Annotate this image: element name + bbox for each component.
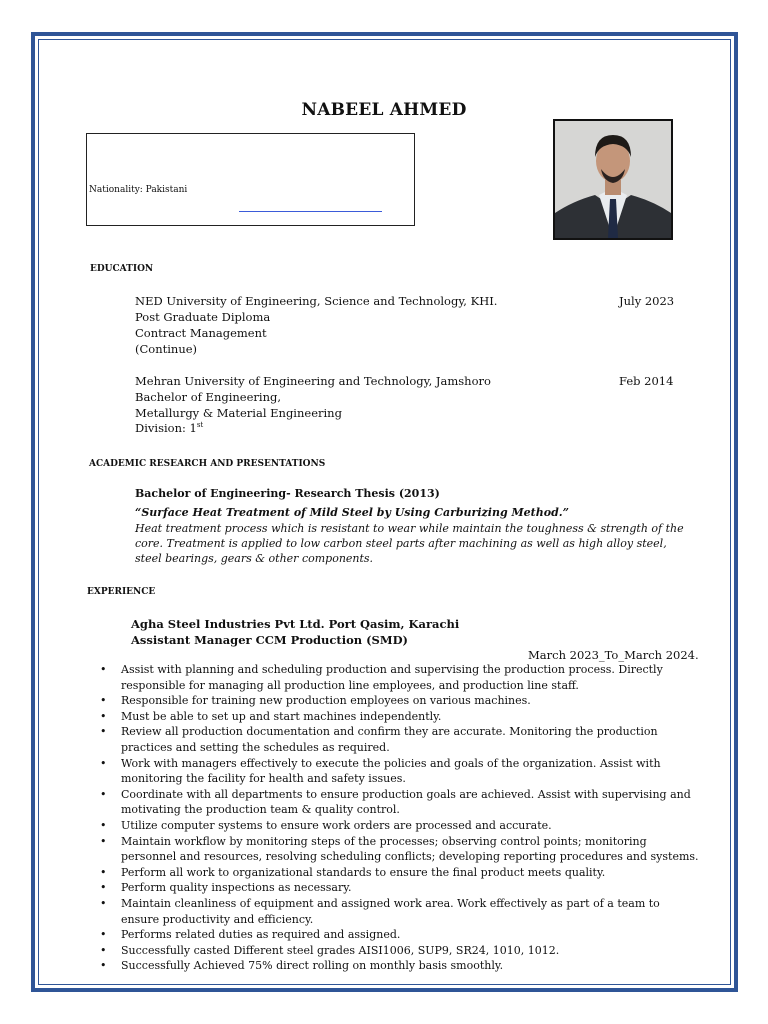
edu-2-field: Metallurgy & Material Engineering: [135, 406, 342, 420]
nationality: Nationality: Pakistani: [89, 185, 188, 195]
company-name: Agha Steel Industries Pvt Ltd. Port Qasim, Karachi: [131, 617, 460, 631]
duty-item: • Review all production documentation and confirm they are accurate. Monitoring the production practices and setting the schedules as required.: [100, 724, 700, 755]
edu-2-date: Feb 2014: [619, 374, 674, 388]
research-heading: ACADEMIC RESEARCH AND PRESENTATIONS: [89, 459, 326, 469]
duties-list: [100, 662, 700, 974]
edu-2-division: [135, 421, 203, 435]
thesis-title: “Surface Heat Treatment of Mild Steel by Using Carburizing Method.”: [135, 506, 569, 519]
duty-item: • Successfully Achieved 75% direct rolling on monthly basis smoothly.: [100, 958, 700, 974]
person-icon: [555, 121, 671, 238]
duty-item: • Performs related duties as required and assigned.: [100, 927, 700, 943]
job-role: Assistant Manager CCM Production (SMD): [131, 633, 408, 647]
duty-item: • Successfully casted Different steel grades AISI1006, SUP9, SR24, 1010, 1012.: [100, 943, 700, 959]
edu-1-date: July 2023: [619, 294, 675, 308]
education-heading: EDUCATION: [90, 264, 154, 274]
edu-1-status: (Continue): [135, 342, 198, 356]
division-superscript: st: [196, 421, 204, 430]
duty-item: • Perform all work to organizational standards to ensure the final product meets quality.: [100, 865, 700, 881]
contact-box: [86, 133, 415, 226]
duty-item: • Coordinate with all departments to ensure production goals are achieved. Assist with supervising and motivating the production team & quality control.: [100, 787, 700, 818]
duty-item: • Must be able to set up and start machines independently.: [100, 709, 700, 725]
duty-item: • Maintain workflow by monitoring steps of the processes; observing control points; monitoring personnel and resources, resolving scheduling conflicts; developing reporting procedures and systems.: [100, 834, 700, 865]
edu-2-degree: Bachelor of Engineering,: [135, 390, 282, 404]
profile-photo: [553, 119, 673, 240]
research-title: Bachelor of Engineering- Research Thesis (2013): [135, 487, 440, 500]
duty-item: • Perform quality inspections as necessary.: [100, 880, 700, 896]
duty-item: • Maintain cleanliness of equipment and assigned work area. Work effectively as part of a team to ensure productivity and efficiency.: [100, 896, 700, 927]
edu-2-institution: Mehran University of Engineering and Technology, Jamshoro: [135, 374, 491, 388]
candidate-name: NABEEL AHMED: [301, 100, 467, 120]
edu-1-degree: Post Graduate Diploma: [135, 310, 271, 324]
edu-1-institution: NED University of Engineering, Science and Technology, KHI.: [135, 294, 498, 308]
duty-item: • Responsible for training new production employees on various machines.: [100, 693, 700, 709]
edu-1-field: Contract Management: [135, 326, 267, 340]
experience-heading: EXPERIENCE: [87, 587, 156, 597]
duty-item: • Work with managers effectively to execute the policies and goals of the organization. Assist with monitoring the facility for health and safety issues.: [100, 756, 700, 787]
job-period: March 2023_To_March 2024.: [528, 648, 699, 662]
duty-item: • Utilize computer systems to ensure work orders are processed and accurate.: [100, 818, 700, 834]
duty-item: • Assist with planning and scheduling production and supervising the production process. Directly responsible for managing all production line employees, and production line staff.: [100, 662, 700, 693]
thesis-description: Heat treatment process which is resistant to wear while maintain the toughness & strength of the core. Treatment is applied to low carbon steel parts after machining as well as high alloy steel, steel bearings, gears & other components.: [135, 522, 684, 565]
division-text: Division: 1: [135, 421, 197, 435]
email-link-underline[interactable]: [239, 211, 382, 212]
